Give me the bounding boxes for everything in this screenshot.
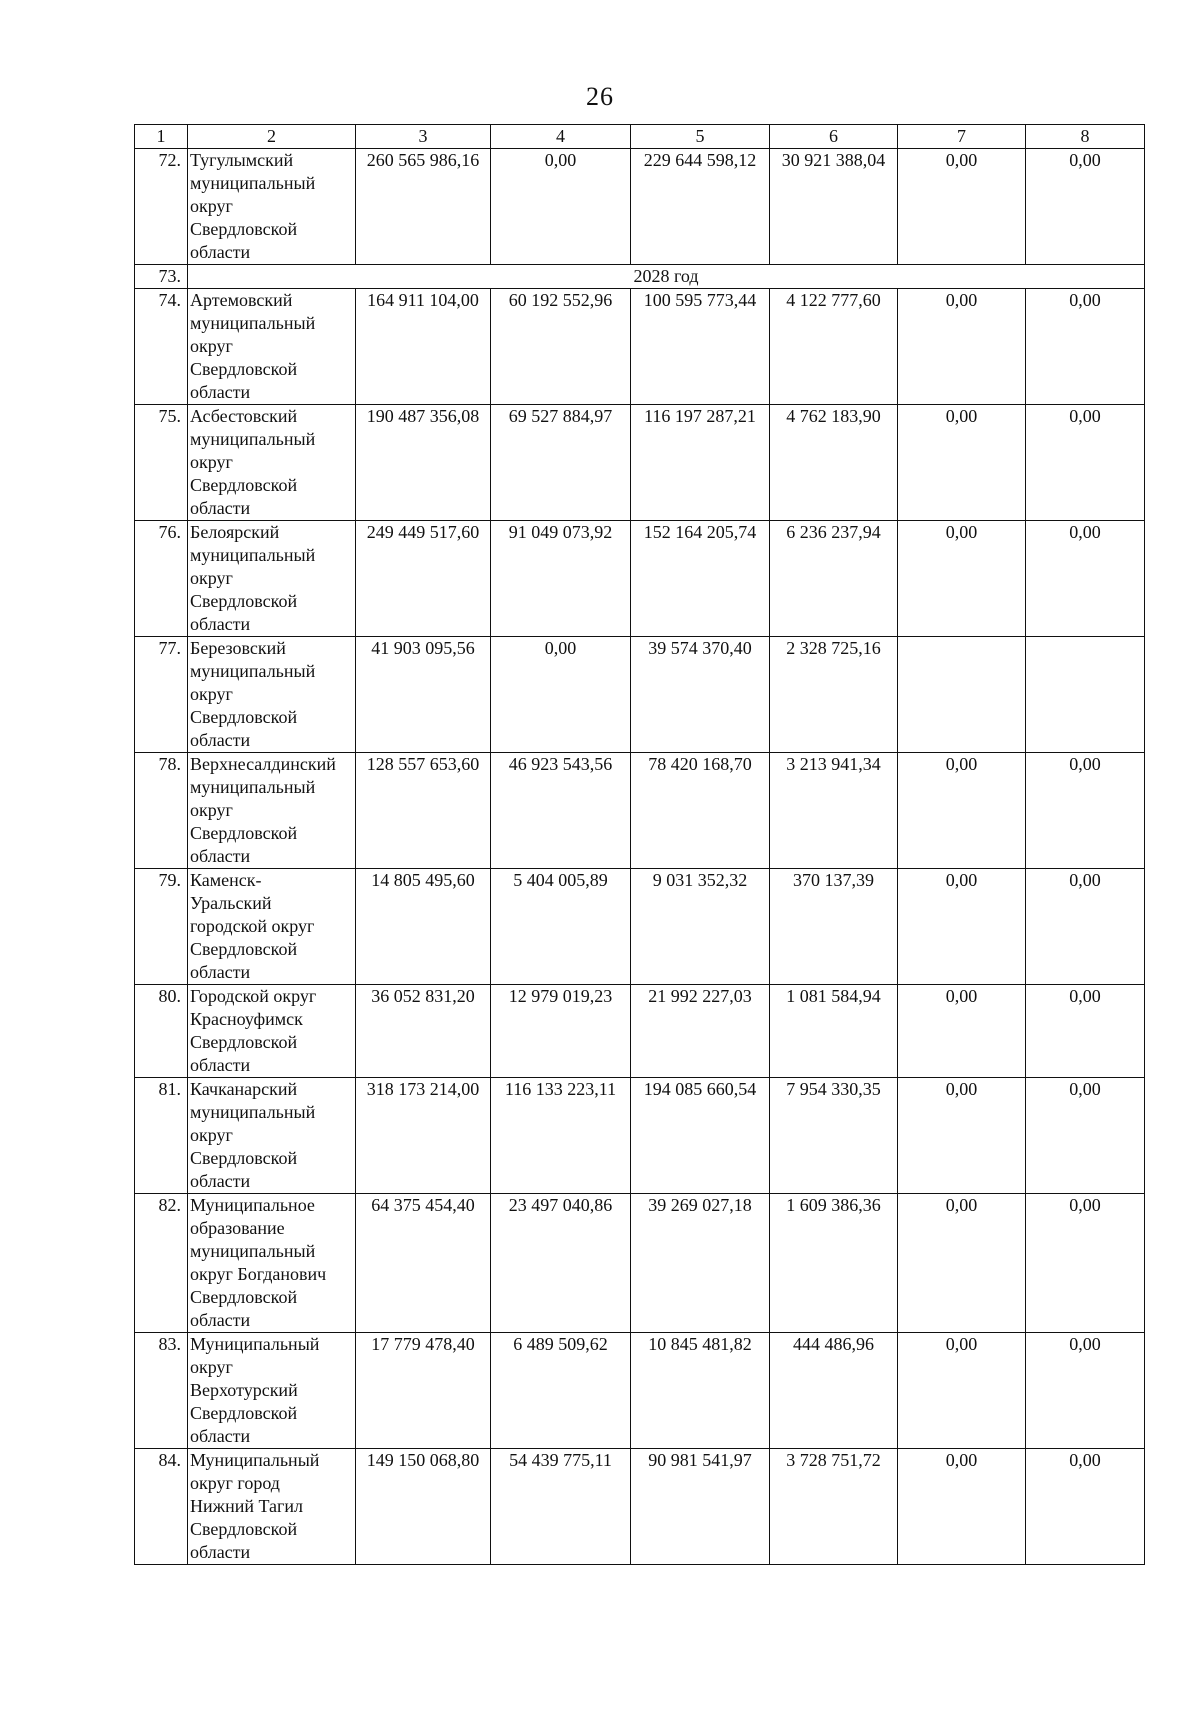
row-number: 81. (135, 1078, 188, 1194)
amount-cell-col5: 90 981 541,97 (631, 1449, 770, 1565)
amount-cell-col7: 0,00 (898, 753, 1026, 869)
amount-cell-col5: 21 992 227,03 (631, 985, 770, 1078)
amount-cell-col6: 3 213 941,34 (770, 753, 898, 869)
amount-cell-col7 (898, 637, 1026, 753)
name-line: Городской округ (190, 986, 317, 1006)
amount-cell-col8: 0,00 (1026, 289, 1145, 405)
name-line: Каменск- (190, 870, 262, 890)
amount-cell-col5: 39 574 370,40 (631, 637, 770, 753)
row-number: 76. (135, 521, 188, 637)
amount-cell-col7: 0,00 (898, 405, 1026, 521)
amount-cell-col3: 14 805 495,60 (356, 869, 491, 985)
amount-cell-col3: 41 903 095,56 (356, 637, 491, 753)
table-row (135, 1449, 1145, 1565)
amount-cell-col8: 0,00 (1026, 1449, 1145, 1565)
amount-cell-col5: 10 845 481,82 (631, 1333, 770, 1449)
name-line: округ (190, 568, 233, 588)
name-line: округ (190, 452, 233, 472)
row-number: 73. (135, 265, 188, 289)
amount-cell-col7: 0,00 (898, 1449, 1026, 1565)
name-line: Верхотурский (190, 1380, 298, 1400)
name-line: области (190, 498, 251, 518)
municipality-name (188, 1333, 356, 1449)
municipality-name (188, 1194, 356, 1333)
name-line: области (190, 962, 251, 982)
municipality-name (188, 1078, 356, 1194)
municipality-name (188, 521, 356, 637)
row-number: 74. (135, 289, 188, 405)
municipality-name (188, 289, 356, 405)
name-line: Свердловской (190, 939, 298, 959)
amount-cell-col6: 30 921 388,04 (770, 149, 898, 265)
header-cell: 6 (770, 125, 898, 149)
amount-cell-col8: 0,00 (1026, 405, 1145, 521)
amount-cell-col6: 6 236 237,94 (770, 521, 898, 637)
name-line: образование (190, 1218, 285, 1238)
amount-cell-col4: 116 133 223,11 (491, 1078, 631, 1194)
name-line: Качканарский (190, 1079, 298, 1099)
amount-cell-col5: 152 164 205,74 (631, 521, 770, 637)
table-body (135, 125, 1145, 1565)
amount-cell-col5: 100 595 773,44 (631, 289, 770, 405)
budget-table (134, 124, 1145, 1565)
amount-cell-col5: 116 197 287,21 (631, 405, 770, 521)
name-line: области (190, 1310, 251, 1330)
table-row (135, 1194, 1145, 1333)
amount-cell-col8: 0,00 (1026, 753, 1145, 869)
name-line: Уральский (190, 893, 272, 913)
name-line: муниципальный (190, 1102, 316, 1122)
header-cell: 1 (135, 125, 188, 149)
row-number: 78. (135, 753, 188, 869)
amount-cell-col3: 318 173 214,00 (356, 1078, 491, 1194)
amount-cell-col7: 0,00 (898, 521, 1026, 637)
table-row (135, 521, 1145, 637)
municipality-name (188, 405, 356, 521)
name-line: Муниципальное (190, 1195, 315, 1215)
name-line: округ (190, 1125, 233, 1145)
row-number: 80. (135, 985, 188, 1078)
table-row (135, 405, 1145, 521)
amount-cell-col5: 194 085 660,54 (631, 1078, 770, 1194)
amount-cell-col6: 1 609 386,36 (770, 1194, 898, 1333)
amount-cell-col8: 0,00 (1026, 1078, 1145, 1194)
amount-cell-col5: 78 420 168,70 (631, 753, 770, 869)
name-line: округ город (190, 1473, 280, 1493)
name-line: Березовский (190, 638, 286, 658)
name-line: округ (190, 684, 233, 704)
amount-cell-col4: 46 923 543,56 (491, 753, 631, 869)
amount-cell-col3: 190 487 356,08 (356, 405, 491, 521)
table-row (135, 1333, 1145, 1449)
name-line: муниципальный (190, 313, 316, 333)
name-line: муниципальный (190, 429, 316, 449)
amount-cell-col5: 9 031 352,32 (631, 869, 770, 985)
name-line: Артемовский (190, 290, 293, 310)
amount-cell-col7: 0,00 (898, 149, 1026, 265)
amount-cell-col7: 0,00 (898, 985, 1026, 1078)
table-row (135, 869, 1145, 985)
name-line: Свердловской (190, 591, 298, 611)
amount-cell-col8: 0,00 (1026, 521, 1145, 637)
amount-cell-col3: 17 779 478,40 (356, 1333, 491, 1449)
amount-cell-col4: 12 979 019,23 (491, 985, 631, 1078)
municipality-name (188, 869, 356, 985)
amount-cell-col4: 60 192 552,96 (491, 289, 631, 405)
amount-cell-col7: 0,00 (898, 869, 1026, 985)
row-number: 84. (135, 1449, 188, 1565)
name-line: городской округ (190, 916, 315, 936)
table-row (135, 985, 1145, 1078)
header-cell: 7 (898, 125, 1026, 149)
name-line: Свердловской (190, 823, 298, 843)
name-line: Нижний Тагил (190, 1496, 304, 1516)
row-number: 82. (135, 1194, 188, 1333)
amount-cell-col3: 64 375 454,40 (356, 1194, 491, 1333)
name-line: области (190, 242, 251, 262)
name-line: округ Богданович (190, 1264, 327, 1284)
amount-cell-col4: 0,00 (491, 149, 631, 265)
amount-cell-col8: 0,00 (1026, 985, 1145, 1078)
municipality-name (188, 1449, 356, 1565)
amount-cell-col7: 0,00 (898, 1333, 1026, 1449)
name-line: муниципальный (190, 777, 316, 797)
amount-cell-col4: 23 497 040,86 (491, 1194, 631, 1333)
table-row (135, 753, 1145, 869)
page-number: 26 (586, 82, 614, 111)
name-line: Свердловской (190, 475, 298, 495)
amount-cell-col5: 39 269 027,18 (631, 1194, 770, 1333)
name-line: муниципальный (190, 173, 316, 193)
name-line: Верхнесалдинский (190, 754, 336, 774)
name-line: муниципальный (190, 1241, 316, 1261)
amount-cell-col8: 0,00 (1026, 1194, 1145, 1333)
name-line: Свердловской (190, 359, 298, 379)
header-row (135, 125, 1145, 149)
municipality-name (188, 985, 356, 1078)
municipality-name (188, 637, 356, 753)
row-number: 75. (135, 405, 188, 521)
name-line: Свердловской (190, 1148, 298, 1168)
name-line: области (190, 1542, 251, 1562)
name-line: области (190, 614, 251, 634)
name-line: округ (190, 336, 233, 356)
amount-cell-col4: 5 404 005,89 (491, 869, 631, 985)
amount-cell-col4: 54 439 775,11 (491, 1449, 631, 1565)
name-line: Свердловской (190, 707, 298, 727)
name-line: округ (190, 1357, 233, 1377)
amount-cell-col3: 164 911 104,00 (356, 289, 491, 405)
name-line: Свердловской (190, 219, 298, 239)
section-row (135, 265, 1145, 289)
name-line: области (190, 730, 251, 750)
name-line: Муниципальный (190, 1450, 320, 1470)
name-line: Свердловской (190, 1519, 298, 1539)
amount-cell-col7: 0,00 (898, 1194, 1026, 1333)
amount-cell-col8: 0,00 (1026, 149, 1145, 265)
amount-cell-col6: 370 137,39 (770, 869, 898, 985)
amount-cell-col8: 0,00 (1026, 1333, 1145, 1449)
municipality-name (188, 149, 356, 265)
amount-cell-col6: 444 486,96 (770, 1333, 898, 1449)
name-line: Свердловской (190, 1287, 298, 1307)
amount-cell-col4: 0,00 (491, 637, 631, 753)
table-row (135, 149, 1145, 265)
amount-cell-col6: 4 762 183,90 (770, 405, 898, 521)
row-number: 72. (135, 149, 188, 265)
amount-cell-col8: 0,00 (1026, 869, 1145, 985)
name-line: области (190, 846, 251, 866)
amount-cell-col3: 128 557 653,60 (356, 753, 491, 869)
name-line: области (190, 1426, 251, 1446)
name-line: Белоярский (190, 522, 280, 542)
name-line: муниципальный (190, 661, 316, 681)
name-line: округ (190, 800, 233, 820)
name-line: Муниципальный (190, 1334, 320, 1354)
name-line: области (190, 382, 251, 402)
table-row (135, 289, 1145, 405)
row-number: 83. (135, 1333, 188, 1449)
amount-cell-col4: 69 527 884,97 (491, 405, 631, 521)
amount-cell-col5: 229 644 598,12 (631, 149, 770, 265)
name-line: муниципальный (190, 545, 316, 565)
amount-cell-col3: 260 565 986,16 (356, 149, 491, 265)
name-line: Красноуфимск (190, 1009, 303, 1029)
name-line: Свердловской (190, 1403, 298, 1423)
name-line: области (190, 1055, 251, 1075)
amount-cell-col7: 0,00 (898, 1078, 1026, 1194)
amount-cell-col3: 249 449 517,60 (356, 521, 491, 637)
amount-cell-col6: 4 122 777,60 (770, 289, 898, 405)
amount-cell-col4: 91 049 073,92 (491, 521, 631, 637)
name-line: области (190, 1171, 251, 1191)
municipality-name (188, 753, 356, 869)
amount-cell-col3: 36 052 831,20 (356, 985, 491, 1078)
table-row (135, 637, 1145, 753)
amount-cell-col3: 149 150 068,80 (356, 1449, 491, 1565)
amount-cell-col6: 2 328 725,16 (770, 637, 898, 753)
header-cell: 8 (1026, 125, 1145, 149)
amount-cell-col7: 0,00 (898, 289, 1026, 405)
row-number: 79. (135, 869, 188, 985)
header-cell: 4 (491, 125, 631, 149)
table-row (135, 1078, 1145, 1194)
name-line: Свердловской (190, 1032, 298, 1052)
name-line: Тугулымский (190, 150, 294, 170)
amount-cell-col6: 1 081 584,94 (770, 985, 898, 1078)
row-number: 77. (135, 637, 188, 753)
header-cell: 2 (188, 125, 356, 149)
amount-cell-col8 (1026, 637, 1145, 753)
amount-cell-col6: 7 954 330,35 (770, 1078, 898, 1194)
name-line: Асбестовский (190, 406, 298, 426)
name-line: округ (190, 196, 233, 216)
header-cell: 5 (631, 125, 770, 149)
header-cell: 3 (356, 125, 491, 149)
amount-cell-col6: 3 728 751,72 (770, 1449, 898, 1565)
year-heading: 2028 год (188, 265, 1145, 289)
amount-cell-col4: 6 489 509,62 (491, 1333, 631, 1449)
